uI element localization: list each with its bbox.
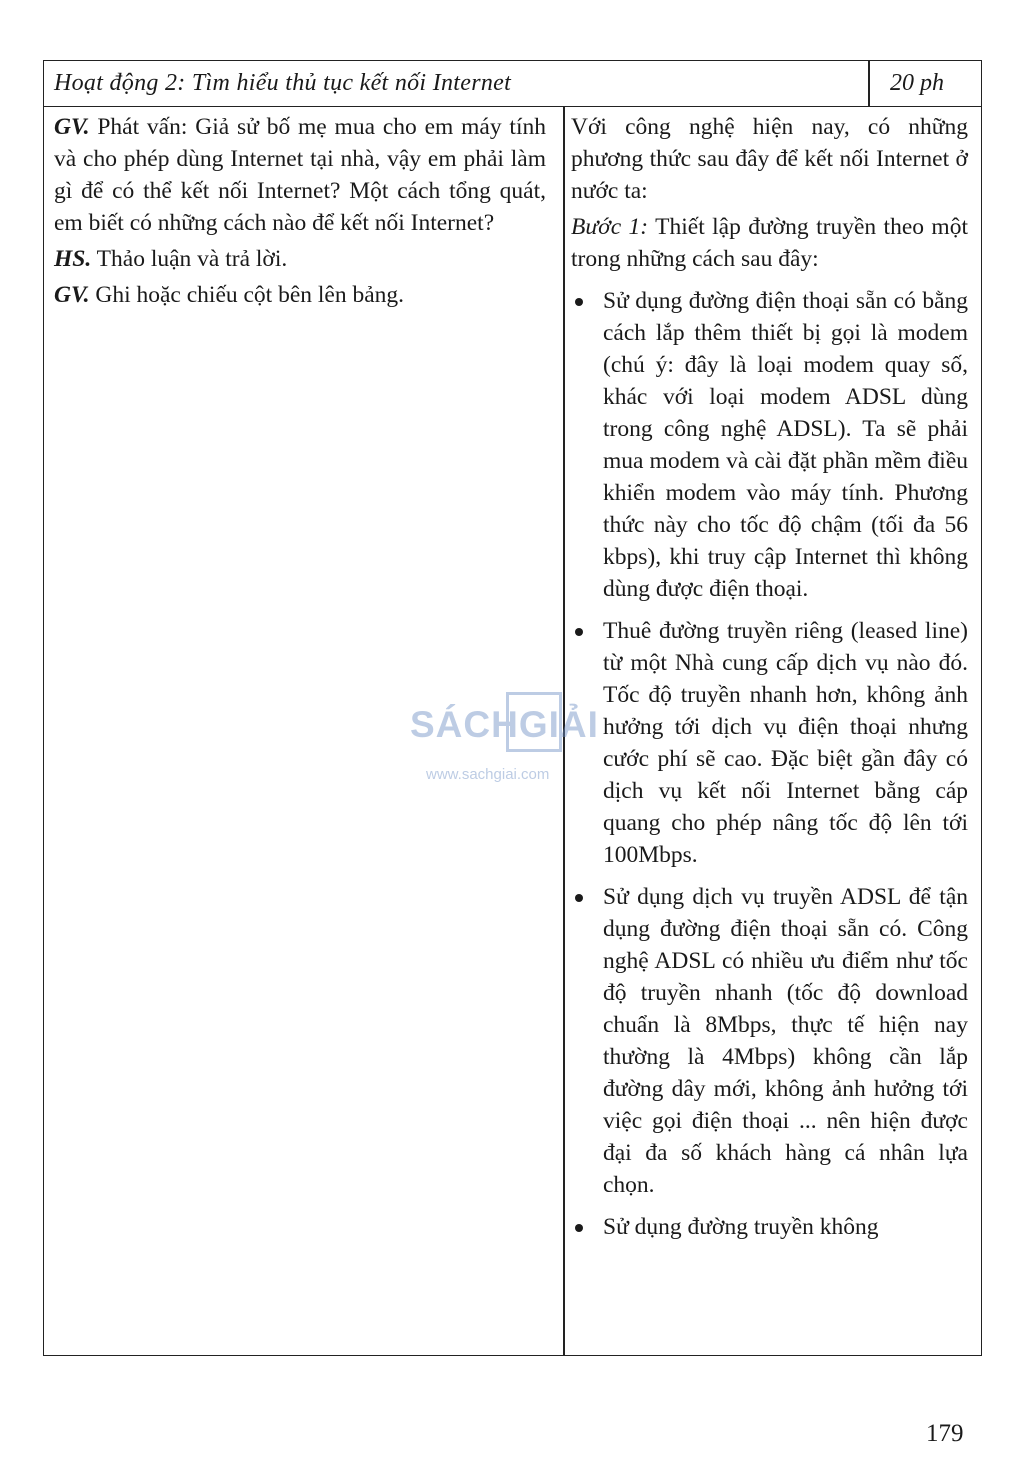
bullet-icon <box>575 894 583 902</box>
watermark <box>408 690 608 790</box>
watermark-logo: SÁCHGIẢI <box>410 704 599 745</box>
list-item-text: Thuê đường truyền riêng (leased line) từ một Nhà cung cấp dịch vụ nào đó. Tốc độ truyền nhanh hơn, không ảnh hưởng tới dịch vụ điện thoại nhưng cước phí sẽ cao. Đặc biệt gần đây có dịch vụ kết nối Internet bằng cáp quang cho phép nâng tốc độ lên tới 100Mbps. <box>603 618 968 868</box>
step-paragraph <box>571 211 968 275</box>
list-item-text: Sử dụng đường điện thoại sẵn có bằng cách lắp thêm thiết bị gọi là modem (chú ý: đây là loại modem quay số, khác với loại modem ADSL dùng trong công nghệ ADSL). Ta sẽ phải mua modem và cài đặt phần mềm điều khiển modem vào máy tính. Phương thức này cho tốc độ chậm (tối đa 56 kbps), khi truy cập Internet thì không dùng được điện thoại. <box>603 288 968 602</box>
step-text: Thiết lập đường truyền theo một trong những cách sau đây: <box>571 214 968 272</box>
list-item <box>571 1211 968 1243</box>
step-label: Bước 1: <box>571 214 649 240</box>
bullet-icon <box>575 298 583 306</box>
teacher-student-column <box>54 111 546 315</box>
connection-methods-list <box>571 285 968 1243</box>
page-number: 179 <box>926 1420 964 1447</box>
list-item <box>571 881 968 1201</box>
list-item-text: Sử dụng dịch vụ truyền ADSL để tận dụng đường điện thoại sẵn có. Công nghệ ADSL có nhiều ưu điểm như tốc độ truyền nhanh (tốc độ download chuẩn là 8Mbps, thực tế hiện nay thường là 4Mbps) không cần lắp đường dây mới, không ảnh hưởng tới việc gọi điện thoại ... nên hiện được đại đa số khách hàng cá nhân lựa chọn. <box>603 884 968 1198</box>
list-item-text: Sử dụng đường truyền không <box>603 1214 879 1240</box>
bullet-icon <box>575 628 583 636</box>
list-item <box>571 615 968 871</box>
watermark-url: www.sachgiai.com <box>426 766 550 783</box>
activity-duration: 20 ph <box>890 70 944 96</box>
activity-header-row <box>44 61 981 107</box>
role-label: GV. <box>54 114 90 140</box>
dialogue-paragraph <box>54 243 546 275</box>
dialogue-text: Thảo luận và trả lời. <box>91 246 288 272</box>
bullet-icon <box>575 1224 583 1232</box>
dialogue-paragraph <box>54 111 546 239</box>
intro-paragraph: Với công nghệ hiện nay, có những phương thức sau đây để kết nối Internet ở nước ta: <box>571 114 968 204</box>
dialogue-text: Ghi hoặc chiếu cột bên lên bảng. <box>89 282 405 308</box>
dialogue-paragraph <box>54 279 546 311</box>
header-divider <box>868 61 870 106</box>
content-column <box>571 111 968 1251</box>
list-item <box>571 285 968 605</box>
role-label: HS. <box>54 246 92 272</box>
role-label: GV. <box>54 282 90 308</box>
dialogue-text: Phát vấn: Giả sử bố mẹ mua cho em máy tính và cho phép dùng Internet tại nhà, vậy em phải làm gì để có thể kết nối Internet? Một cách tổng quát, em biết có những cách nào để kết nối Internet? <box>54 114 546 236</box>
activity-title: Hoạt động 2: Tìm hiểu thủ tục kết nối Internet <box>54 70 512 96</box>
